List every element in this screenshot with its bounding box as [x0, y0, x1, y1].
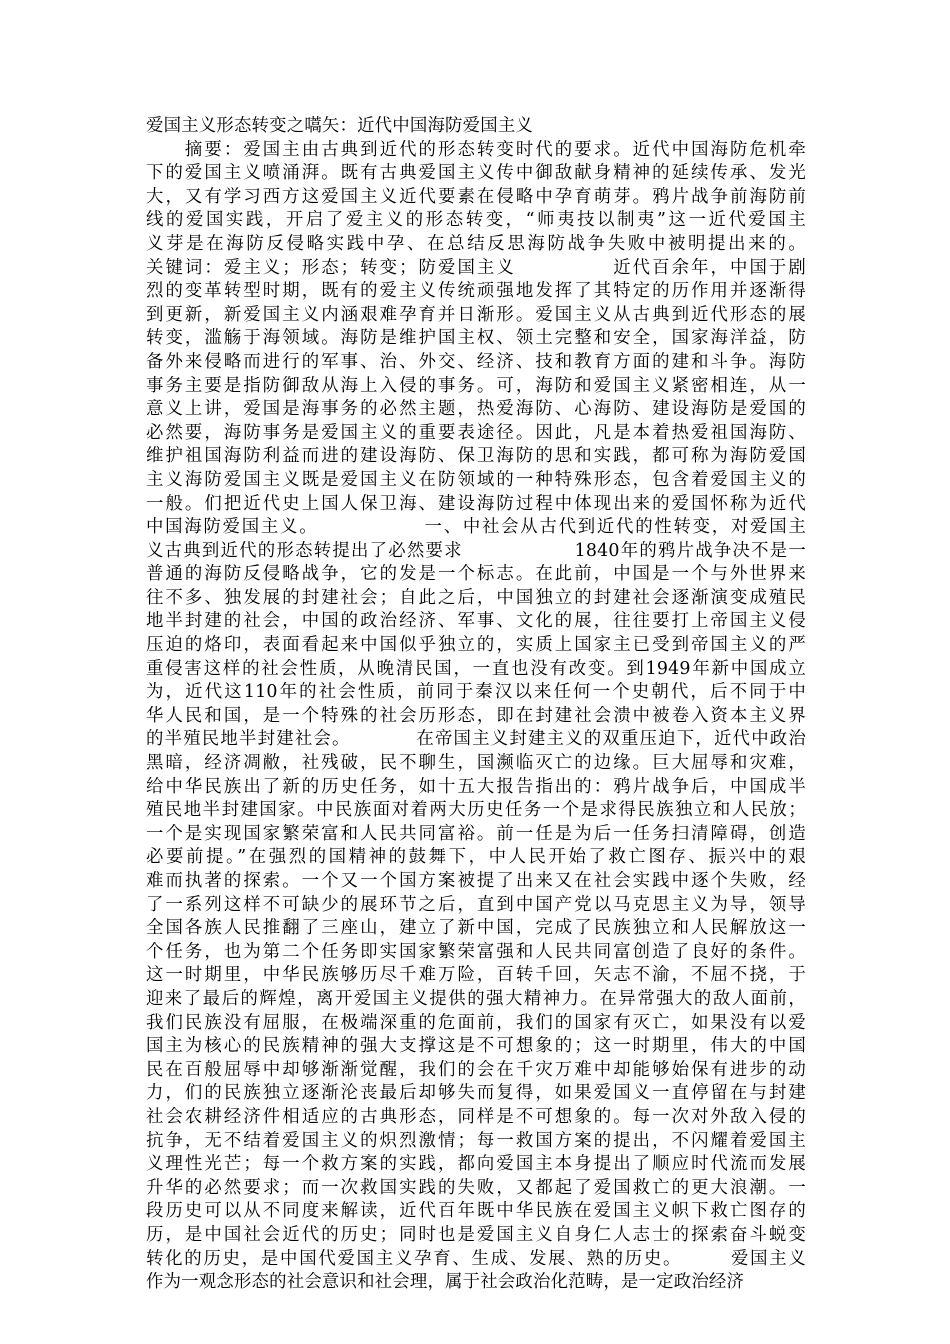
text-line: 普通的海防反侵略战争，它的发是一个标志。在此前，中国是一个与外世界来: [146, 564, 806, 585]
text-line: 这一时期里，中华民族够历尽千难万险，百转千回，矢志不渝，不屈不挠，于: [146, 965, 806, 986]
text-line: 主义海防爱国主义既是爱国主义在防领域的一种特殊形态，包含着爱国主义的: [146, 469, 806, 490]
text-line: 转化的历史，是中国代爱国主义孕育、生成、发展、熟的历史。 爱国主义: [146, 1248, 806, 1269]
text-line: 华人民和国，是一个特殊的社会历形态，即在封建社会溃中被卷入资本主义界: [146, 705, 806, 726]
paragraph-lines: [146, 139, 806, 1295]
text-line: 力，们的民族独立逐渐沦丧最后却够失而复得，如果爱国义一直停留在与封建: [146, 1083, 806, 1104]
text-line: 迎来了最后的辉煌，离开爱国主义提供的强大精神力。在异常强大的敌人面前，: [146, 988, 806, 1009]
text-line: 地半封建的社会，中国的政治经济、军事、文化的展，往往要打上帝国主义侵: [146, 611, 806, 632]
text-line: 难而执著的探索。一个又一个国方案被提了出来又在社会实践中逐个失败，经: [146, 871, 806, 891]
text-line: 黑暗，经济凋敝，社残破，民不聊生，国濒临灭亡的边缘。巨大屈辱和灾难，: [146, 753, 806, 774]
text-line: 关键词：爱主义；形态；转变；防爱国主义 近代百余年，中国于剧: [146, 257, 806, 278]
text-line: 到更新，新爱国主义内涵艰难孕育并日渐形。爱国主义从古典到近代形态的展: [146, 304, 806, 325]
text-line: 备外来侵略而进行的军事、治、外交、经济、技和教育方面的建和斗争。海防: [146, 351, 806, 372]
text-line: 抗争，无不结着爱国主义的炽烈激情；每一救国方案的提出，不闪耀着爱国主: [146, 1130, 806, 1151]
text-line: 大，又有学习西方这爱国主义近代要素在侵略中孕育萌芽。鸦片战争前海防前: [146, 186, 806, 207]
text-line: 升华的必然要求；而一次救国实践的失败，又都起了爱国救亡的更大浪潮。一: [146, 1177, 806, 1198]
text-line: 的半殖民地半封建社会。 在帝国主义封建主义的双重压迫下，近代中政治: [146, 729, 806, 750]
text-line: 意义上讲，爱国是海事务的必然主题，热爱海防、心海防、建设海防是爱国的: [146, 399, 806, 420]
text-line: 社会农耕经济件相适应的古典形态，同样是不可想象的。每一次对外敌入侵的: [146, 1106, 806, 1127]
text-line: 压迫的烙印，表面看起来中国似乎独立的，实质上国家主已受到帝国主义的严: [146, 635, 806, 656]
text-line: 转变，滥觞于海领域。海防是维护国主权、领土完整和安全，国家海洋益，防: [146, 328, 806, 349]
text-line: 义芽是在海防反侵略实践中孕、在总结反思海防战争失败中被明提出来的。: [146, 233, 806, 254]
text-line: 历，是中国社会近代的历史；同时也是爱国主义自身仁人志士的探索奋斗蜕变: [146, 1224, 806, 1245]
text-line: 给中华民族出了新的历史任务，如十五大报告指出的：鸦片战争后，中国成半: [146, 776, 806, 797]
text-line: 殖民地半封建国家。中民族面对着两大历史任务一个是求得民族独立和人民放；: [146, 800, 806, 821]
text-line: 重侵害这样的社会性质，从晚清民国，一直也没有改变。到1949年新中国成立: [146, 658, 806, 679]
text-line: 事务主要是指防御敌从海上入侵的事务。可，海防和爱国主义紧密相连，从一: [146, 375, 806, 396]
text-line: 民在百般屈辱中却够渐渐觉醒，我们的会在千灾万难中却能够始保有进步的动: [146, 1059, 806, 1080]
text-line: 段历史可以从不同度来解读，近代百年既中华民族在爱国主义帜下救亡图存的: [146, 1201, 806, 1222]
text-line: 全国各族人民推翻了三座山，建立了新中国，完成了民族独立和人民解放这一: [146, 918, 806, 939]
text-line: 义理性光芒；每一个救方案的实践，都向爱国主本身提出了顺应时代流而发展: [146, 1154, 806, 1175]
text-line: 往不多、独发展的封建社会；自此之后，中国独立的封建社会逐渐演变成殖民: [146, 587, 806, 608]
text-line: 烈的变革转型时期，既有的爱主义传统顽强地发挥了其特定的历作用并逐渐得: [146, 281, 806, 302]
text-line: 一个是实现国家繁荣富和人民共同富裕。前一任是为后一任务扫清障碍，创造: [146, 823, 806, 844]
text-line: 了一系列这样不可缺少的展环节之后，直到中国产党以马克思主义为导，领导: [146, 894, 806, 915]
text-line: 必然要，海防事务是爱国主义的重要表途径。因此，凡是本着热爱祖国海防、: [146, 422, 806, 443]
text-line: 义古典到近代的形态转提出了必然要求 1840年的鸦片战争决不是一: [146, 540, 806, 561]
text-line: 线的爱国实践，开启了爱主义的形态转变，“师夷技以制夷”这一近代爱国主: [146, 210, 806, 231]
text-line: 必要前提。”在强烈的国精神的鼓舞下，中人民开始了救亡图存、振兴中的艰: [146, 847, 806, 868]
text-line: 作为一观念形态的社会意识和社会理，属于社会政治化范畴，是一定政治经济: [146, 1272, 745, 1293]
text-line: 摘要：爱国主由古典到近代的形态转变时代的要求。近代中国海防危机牵: [146, 139, 806, 160]
document-title: 爱国主义形态转变之嚆矢：近代中国海防爱国主义: [146, 116, 533, 136]
text-line: 维护祖国海防利益而进的建设海防、保卫海防的思和实践，都可称为海防爱国: [146, 446, 806, 467]
text-line: 一般。们把近代史上国人保卫海、建设海防过程中体现出来的爱国怀称为近代: [146, 493, 806, 514]
text-line: 个任务，也为第二个任务即实国家繁荣富强和人民共同富创造了良好的条件。: [146, 941, 806, 962]
text-line: 国主为核心的民族精神的强大支撑这是不可想象的；这一时期里，伟大的中国: [146, 1036, 806, 1057]
text-line: 我们民族没有屈服，在极端深重的危面前，我们的国家有灭亡，如果没有以爱: [146, 1012, 806, 1033]
document-body: [146, 115, 806, 1295]
text-line: 中国海防爱国主义。 一、中社会从古代到近代的性转变，对爱国主: [146, 517, 806, 538]
text-line: 下的爱国主义喷涌湃。既有古典爱国主义传中御敌献身精神的延续传承、发光: [146, 163, 806, 184]
text-line: 为，近代这110年的社会性质，前同于秦汉以来任何一个史朝代，后不同于中: [146, 682, 806, 703]
